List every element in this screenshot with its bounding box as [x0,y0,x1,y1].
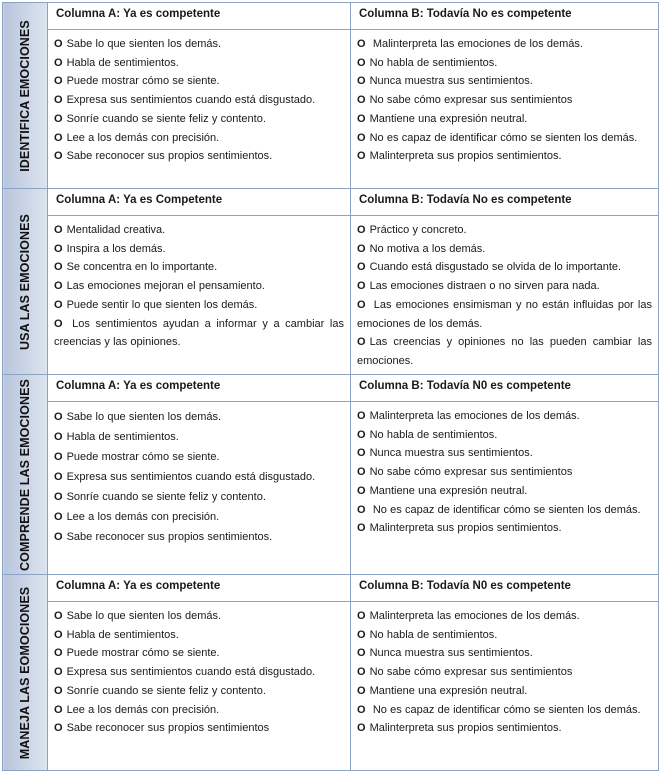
column-b-header: Columna B: Todavía N0 es competente [351,375,659,402]
list-item-text: Malinterpreta las emociones de los demás. [369,38,583,50]
bullet-marker: O [357,280,366,293]
list-item [54,427,344,447]
list-item-text: Expresa sus sentimientos cuando está disgustado. [66,94,316,107]
section-label-cell [3,3,48,189]
list-item [357,147,652,166]
list-item [54,682,344,701]
list-item-text: Nunca muestra sus sentimientos. [369,75,533,88]
list-item [54,315,344,352]
list-item-text: Malinterpreta las emociones de los demás. [369,610,580,622]
bullet-marker: O [54,112,63,125]
column-b-header: Columna B: Todavía No es competente [351,3,659,30]
bullet-marker: O [357,522,366,535]
list-item-text: Lee a los demás con precisión. [66,131,220,144]
list-item-text: No habla de sentimientos. [369,628,498,641]
list-item-text: Sabe reconocer sus propios sentimientos [66,722,270,735]
list-item-text: No motiva a los demás. [369,242,486,255]
bullet-marker: O [357,75,366,88]
list-item-text: No sabe cómo expresar sus sentimientos [369,666,573,679]
bullet-marker: O [357,224,366,236]
section-label-cell [3,375,48,575]
section-label-cell [3,189,48,375]
bullet-marker: O [54,75,63,88]
bullet-marker: O [54,411,63,423]
list-item-text: Práctico y concreto. [369,224,467,236]
list-item [54,129,344,148]
section-header-row [3,3,659,30]
bullet-marker: O [357,261,366,274]
list-item [357,54,652,73]
list-item-text: Se concentra en lo importante. [66,261,218,274]
list-item-text: Mentalidad creativa. [66,224,166,236]
section-header-row [3,575,659,602]
column-a-cell [48,402,351,575]
list-item-text: Malinterpreta las emociones de los demás. [369,410,580,422]
list-item-text: Expresa sus sentimientos cuando está disgustado. [66,471,316,483]
list-item-text: Puede mostrar cómo se siente. [66,75,220,88]
bullet-marker: O [357,484,366,497]
bullet-marker: O [357,684,366,697]
list-item-text: Sonríe cuando se siente feliz y contento. [66,112,266,125]
column-b-list [357,607,652,738]
list-item [54,527,344,547]
list-item [54,487,344,507]
bullet-marker: O [54,431,63,443]
bullet-marker: O [54,491,63,503]
bullet-marker: O [357,410,366,422]
bullet-marker: O [54,131,63,144]
section-label-cell [3,575,48,771]
list-item-text: Sabe reconocer sus propios sentimientos. [66,150,273,163]
list-item [357,644,652,663]
list-item [54,701,344,720]
list-item-text: No sabe cómo expresar sus sentimientos [369,466,573,479]
list-item-text: Nunca muestra sus sentimientos. [369,447,533,460]
list-item [54,507,344,527]
list-item [54,277,344,296]
column-a-list [54,607,344,738]
list-item-text: Habla de sentimientos. [66,56,179,69]
list-item [54,467,344,487]
bullet-marker: O [357,610,366,622]
list-item [357,701,652,720]
list-item [54,447,344,467]
list-item [357,719,652,738]
list-item [357,333,652,370]
list-item [54,91,344,110]
list-item-text: Sonríe cuando se siente feliz y contento. [66,491,266,503]
bullet-marker: O [357,38,366,50]
list-item-text: Nunca muestra sus sentimientos. [369,647,533,660]
list-item [54,110,344,129]
list-item-text: Lee a los demás con precisión. [66,703,220,716]
list-item-text: Las emociones distraen o no sirven para nada. [369,280,600,293]
section-label: MANEJA LAS EOMOCIONES [18,586,32,759]
column-a-cell [48,30,351,189]
list-item-text: Mantiene una expresión neutral. [369,484,528,497]
list-item [357,426,652,445]
bullet-marker: O [54,722,63,735]
column-a-header: Columna A: Ya es Competente [48,189,351,216]
bullet-marker: O [54,94,63,107]
bullet-marker: O [357,56,366,69]
list-item [54,644,344,663]
section-header-row [3,375,659,402]
list-item-text: Los sentimientos ayudan a informar y a cambiar las creencias y las opiniones. [54,317,344,349]
list-item-text: No es capaz de identificar cómo se sienten los demás. [369,503,641,516]
column-a-list [54,407,344,547]
bullet-marker: O [357,242,366,255]
list-item [357,607,652,626]
bullet-marker: O [357,722,366,735]
bullet-marker: O [54,610,63,622]
bullet-marker: O [54,628,63,641]
bullet-marker: O [357,503,366,516]
column-a-cell [48,216,351,375]
list-item [357,407,652,426]
list-item [357,258,652,277]
column-a-header: Columna A: Ya es competente [48,575,351,602]
column-b-cell [351,216,659,375]
list-item [357,240,652,259]
list-item [54,626,344,645]
list-item [54,407,344,427]
list-item [357,72,652,91]
list-item-text: No es capaz de identificar cómo se sienten los demás. [369,703,641,716]
list-item-text: Mantiene una expresión neutral. [369,112,528,125]
list-item-text: Expresa sus sentimientos cuando está disgustado. [66,666,316,679]
list-item [54,35,344,54]
list-item-text: Las emociones mejoran el pensamiento. [66,280,265,293]
list-item [357,110,652,129]
bullet-marker: O [54,224,63,236]
column-b-cell [351,402,659,575]
list-item-text: Sabe reconocer sus propios sentimientos. [66,531,273,543]
bullet-marker: O [54,38,63,50]
list-item-text: Sonríe cuando se siente feliz y contento. [66,684,266,697]
list-item [357,463,652,482]
section-body-row [3,402,659,575]
list-item [357,221,652,240]
section-body-row [3,216,659,375]
list-item [54,719,344,738]
column-b-cell [351,30,659,189]
list-item [357,501,652,520]
list-item [54,72,344,91]
list-item [54,221,344,240]
bullet-marker: O [54,242,63,255]
section-header-row [3,189,659,216]
list-item-text: Sabe lo que sienten los demás. [66,38,222,50]
bullet-marker: O [357,703,366,716]
list-item-text: Sabe lo que sienten los demás. [66,411,222,423]
bullet-marker: O [54,703,63,716]
list-item [357,626,652,645]
list-item-text: Malinterpreta sus propios sentimientos. [369,150,562,163]
column-b-list [357,407,652,538]
bullet-marker: O [357,150,366,163]
column-b-header: Columna B: Todavía N0 es competente [351,575,659,602]
section-body-row [3,602,659,771]
list-item-text: Sabe lo que sienten los demás. [66,610,222,622]
bullet-marker: O [357,666,366,679]
list-item-text: Inspira a los demás. [66,242,166,255]
list-item-text: No habla de sentimientos. [369,56,498,69]
list-item-text: Malinterpreta sus propios sentimientos. [369,522,562,535]
list-item [54,147,344,166]
list-item [357,682,652,701]
bullet-marker: O [54,684,63,697]
list-item-text: Puede sentir lo que sienten los demás. [66,298,258,311]
list-item-text: Puede mostrar cómo se siente. [66,451,220,463]
bullet-marker: O [54,150,63,163]
column-b-header: Columna B: Todavía No es competente [351,189,659,216]
bullet-marker: O [357,447,366,460]
list-item-text: Lee a los demás con precisión. [66,511,220,523]
list-item [357,91,652,110]
list-item [357,444,652,463]
bullet-marker: O [54,511,63,523]
column-a-cell [48,602,351,771]
column-a-list [54,35,344,166]
bullet-marker: O [54,261,63,274]
list-item [357,663,652,682]
list-item [357,277,652,296]
column-b-list [357,221,652,371]
list-item-text: No es capaz de identificar cómo se sienten los demás. [369,131,638,144]
column-a-list [54,221,344,352]
bullet-marker: O [357,628,366,641]
bullet-marker: O [54,298,63,311]
section-label: IDENTIFICA EMOCIONES [18,19,32,172]
list-item-text: Mantiene una expresión neutral. [369,684,528,697]
list-item [357,482,652,501]
list-item [54,607,344,626]
list-item [54,54,344,73]
list-item [357,35,652,54]
section-label: USA LAS EMOCIONES [18,213,32,350]
bullet-marker: O [357,647,366,660]
bullet-marker: O [54,471,63,483]
bullet-marker: O [54,56,63,69]
list-item-text: Las emociones ensimisman y no están influidas por las emociones de los demás. [357,298,652,330]
list-item [54,296,344,315]
list-item-text: No habla de sentimientos. [369,428,498,441]
list-item [357,519,652,538]
list-item [54,240,344,259]
list-item [357,296,652,333]
column-a-header: Columna A: Ya es competente [48,3,351,30]
bullet-marker: O [357,94,366,107]
list-item [54,258,344,277]
bullet-marker: O [357,336,366,349]
column-b-list [357,35,652,166]
list-item-text: Puede mostrar cómo se siente. [66,647,220,660]
list-item-text: Habla de sentimientos. [66,628,179,641]
bullet-marker: O [54,666,63,679]
section-body-row [3,30,659,189]
list-item-text: Malinterpreta sus propios sentimientos. [369,722,562,735]
bullet-marker: O [357,112,366,125]
section-label: COMPRENDE LAS EMOCIONES [18,378,32,571]
column-a-header: Columna A: Ya es competente [48,375,351,402]
list-item-text: Las creencias y opiniones no las pueden cambiar las emociones. [357,336,652,367]
list-item-text: No sabe cómo expresar sus sentimientos [369,94,573,107]
bullet-marker: O [54,317,63,330]
bullet-marker: O [54,531,63,543]
bullet-marker: O [54,647,63,660]
column-b-cell [351,602,659,771]
competence-table [2,2,659,771]
bullet-marker: O [357,466,366,479]
list-item-text: Cuando está disgustado se olvida de lo importante. [369,261,622,274]
list-item [54,663,344,682]
bullet-marker: O [357,298,366,311]
list-item [357,129,652,148]
bullet-marker: O [54,451,63,463]
list-item-text: Habla de sentimientos. [66,431,179,443]
bullet-marker: O [357,428,366,441]
bullet-marker: O [357,131,366,144]
bullet-marker: O [54,280,63,293]
